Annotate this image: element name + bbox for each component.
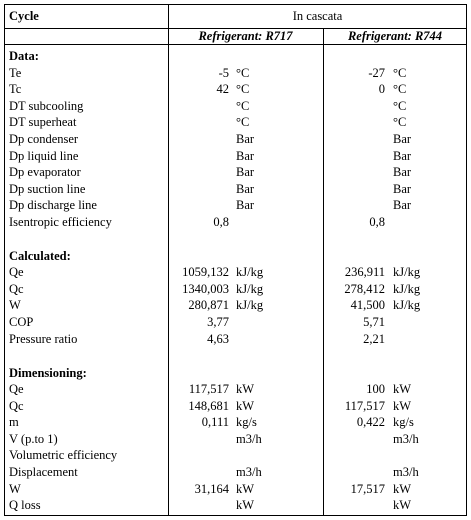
r717-unit: °C xyxy=(236,99,250,113)
r744-unit: Bar xyxy=(393,132,412,146)
row-label: V (p.to 1) xyxy=(9,432,58,446)
r717-unit: °C xyxy=(236,115,250,129)
r717-value: 1059,132 xyxy=(182,265,229,279)
subheader-divider xyxy=(4,44,467,45)
r744-unit: kg/s xyxy=(393,415,414,429)
r717-unit: Bar xyxy=(236,198,255,212)
section-dimensioning: Dimensioning: xyxy=(9,366,87,380)
row-label: Te xyxy=(9,66,22,80)
section-calculated: Calculated: xyxy=(9,249,71,263)
r717-unit: kW xyxy=(236,399,255,413)
r744-value: 41,500 xyxy=(350,298,385,312)
r744-value: 2,21 xyxy=(363,332,385,346)
r717-unit: Bar xyxy=(236,149,255,163)
r744-unit: kW xyxy=(393,482,412,496)
r744-value: -27 xyxy=(368,66,385,80)
r717-value: 1340,003 xyxy=(182,282,229,296)
r717-unit: kJ/kg xyxy=(236,298,264,312)
r717-unit: kg/s xyxy=(236,415,257,429)
r717-unit: kW xyxy=(236,482,255,496)
row-label: W xyxy=(9,482,21,496)
row-label: Tc xyxy=(9,82,22,96)
r744-unit: Bar xyxy=(393,165,412,179)
row-label: Volumetric efficiency xyxy=(9,448,118,462)
mode-header: In cascata xyxy=(292,9,343,23)
refrigerant-2-header: Refrigerant: R744 xyxy=(347,29,443,43)
r744-value: 0,422 xyxy=(356,415,385,429)
row-label: Dp condenser xyxy=(9,132,79,146)
row-label: Dp discharge line xyxy=(9,198,97,212)
row-label: Qe xyxy=(9,382,24,396)
r717-value: 3,77 xyxy=(207,315,229,329)
r717-value: 117,517 xyxy=(188,382,229,396)
cycle-header: Cycle xyxy=(9,9,39,23)
r744-unit: kJ/kg xyxy=(393,265,421,279)
row-label: Displacement xyxy=(9,465,78,479)
r717-value: 0,111 xyxy=(201,415,229,429)
r717-value: 148,681 xyxy=(188,399,229,413)
r717-unit: °C xyxy=(236,66,250,80)
r717-unit: Bar xyxy=(236,182,255,196)
r717-value: 0,8 xyxy=(213,215,229,229)
row-label: W xyxy=(9,298,21,312)
row-label: Qc xyxy=(9,399,24,413)
r744-value: 0 xyxy=(378,82,385,96)
row-label: DT subcooling xyxy=(9,99,84,113)
r744-unit: °C xyxy=(393,66,407,80)
row-label: Pressure ratio xyxy=(9,332,78,346)
r744-value: 117,517 xyxy=(344,399,385,413)
row-label: Dp evaporator xyxy=(9,165,81,179)
r717-unit: Bar xyxy=(236,132,255,146)
r744-unit: m3/h xyxy=(393,465,419,479)
r744-unit: °C xyxy=(393,99,407,113)
column-divider-2 xyxy=(323,28,324,516)
r744-value: 5,71 xyxy=(363,315,385,329)
r717-value: 4,63 xyxy=(207,332,229,346)
r717-value: -5 xyxy=(218,66,229,80)
r744-value: 17,517 xyxy=(350,482,385,496)
row-label: Isentropic efficiency xyxy=(9,215,112,229)
r717-unit: kW xyxy=(236,382,255,396)
r717-unit: °C xyxy=(236,82,250,96)
r717-unit: kW xyxy=(236,498,255,512)
r744-unit: kW xyxy=(393,399,412,413)
r744-unit: kJ/kg xyxy=(393,282,421,296)
r744-unit: kJ/kg xyxy=(393,298,421,312)
r744-value: 100 xyxy=(366,382,385,396)
row-label: COP xyxy=(9,315,34,329)
r744-value: 278,412 xyxy=(344,282,385,296)
r744-unit: kW xyxy=(393,498,412,512)
row-label: Dp liquid line xyxy=(9,149,79,163)
row-label: DT superheat xyxy=(9,115,77,129)
r744-value: 0,8 xyxy=(369,215,385,229)
row-label: Dp suction line xyxy=(9,182,86,196)
r717-unit: m3/h xyxy=(236,465,262,479)
r717-value: 42 xyxy=(216,82,229,96)
r744-unit: °C xyxy=(393,115,407,129)
section-data: Data: xyxy=(9,49,39,63)
refrigerant-1-header: Refrigerant: R717 xyxy=(198,29,293,43)
r717-unit: kJ/kg xyxy=(236,265,264,279)
r744-unit: Bar xyxy=(393,198,412,212)
row-label: m xyxy=(9,415,19,429)
row-label: Q loss xyxy=(9,498,41,512)
r744-unit: Bar xyxy=(393,149,412,163)
r744-value: 236,911 xyxy=(344,265,385,279)
r717-value: 280,871 xyxy=(188,298,229,312)
r744-unit: Bar xyxy=(393,182,412,196)
row-label: Qe xyxy=(9,265,24,279)
r744-unit: m3/h xyxy=(393,432,419,446)
r717-unit: Bar xyxy=(236,165,255,179)
r744-unit: °C xyxy=(393,82,407,96)
r717-value: 31,164 xyxy=(194,482,229,496)
r717-unit: m3/h xyxy=(236,432,262,446)
row-label: Qc xyxy=(9,282,24,296)
r744-unit: kW xyxy=(393,382,412,396)
r717-unit: kJ/kg xyxy=(236,282,264,296)
